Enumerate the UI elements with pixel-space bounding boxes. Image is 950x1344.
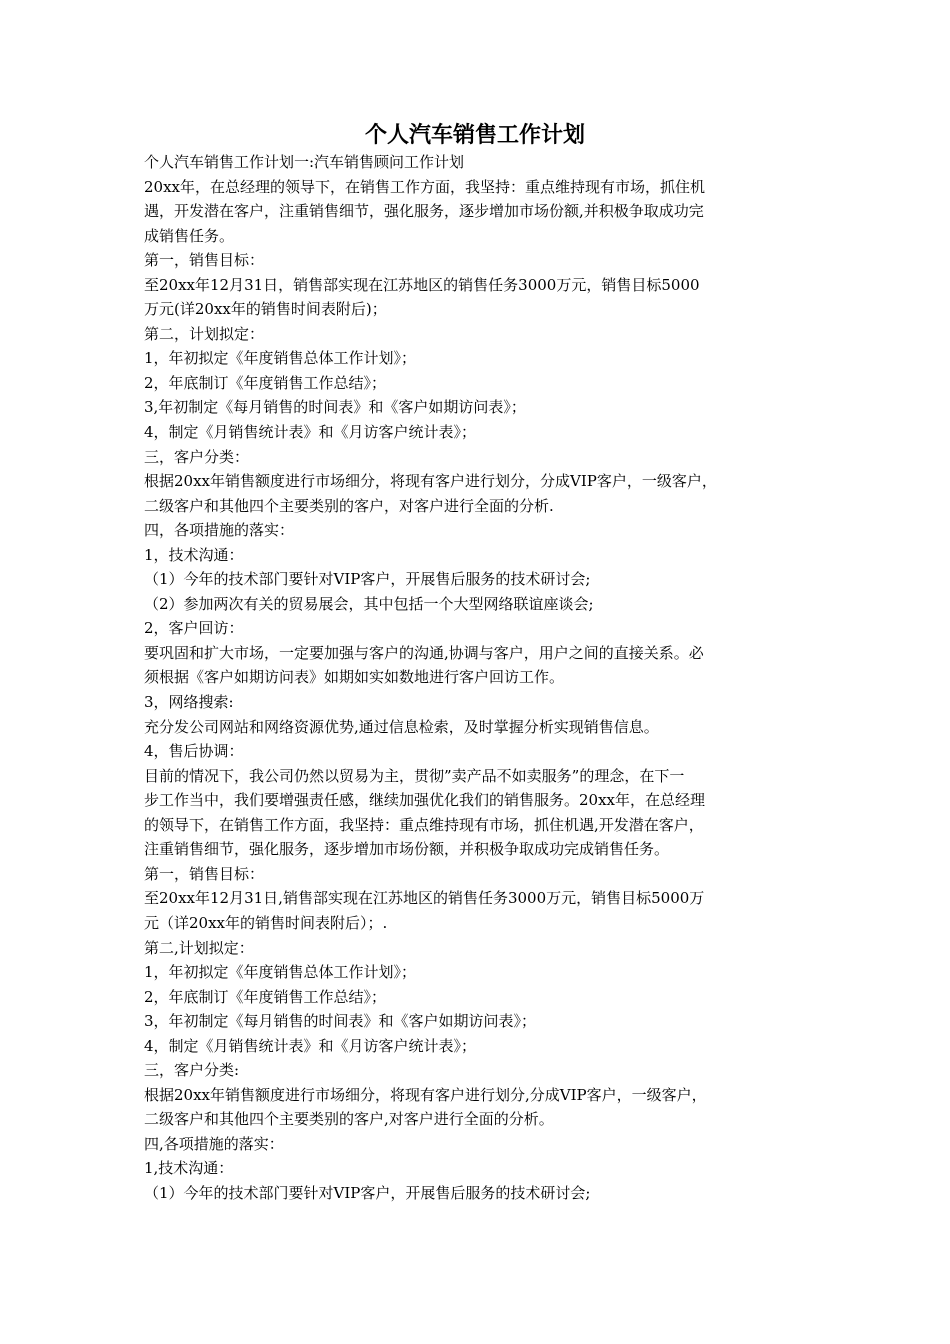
body-line: （1）今年的技术部门要针对VIP客户，开展售后服务的技术研讨会; bbox=[144, 1183, 591, 1202]
body-line: 三，客户分类: bbox=[144, 1061, 240, 1080]
document-title: 个人汽车销售工作计划 bbox=[364, 122, 585, 148]
body-line: 1，技术沟通： bbox=[144, 545, 244, 564]
body-line: 四,各项措施的落实： bbox=[144, 1134, 284, 1153]
body-line: 4，制定《月销售统计表》和《月访客户统计表》； bbox=[144, 423, 477, 442]
body-line: 2，年底制订《年度销售工作总结》； bbox=[144, 373, 387, 392]
body-line: 至20xx年12月31日，销售部实现在江苏地区的销售任务3000万元，销售目标5000 bbox=[144, 275, 700, 294]
body-line: 第一，销售目标： bbox=[144, 864, 265, 883]
body-line: 2，年底制订《年度销售工作总结》； bbox=[144, 987, 387, 1006]
body-line: 四，各项措施的落实： bbox=[144, 521, 295, 540]
body-line: 3，网络搜索: bbox=[144, 693, 234, 712]
body-line: 4，售后协调： bbox=[144, 742, 244, 761]
body-line: 根据20xx年销售额度进行市场细分，将现有客户进行划分,分成VIP客户，一级客户， bbox=[144, 1085, 707, 1104]
body-line: 第二,计划拟定： bbox=[144, 938, 254, 957]
body-line: 的领导下，在销售工作方面，我坚持：重点维持现有市场，抓住机遇,开发潜在客户， bbox=[144, 815, 704, 834]
body-line: 1，年初拟定《年度销售总体工作计划》； bbox=[144, 349, 417, 368]
body-line: 4，制定《月销售统计表》和《月访客户统计表》； bbox=[144, 1036, 477, 1055]
body-line: 遇，开发潜在客户，注重销售细节，强化服务，逐步增加市场份额,并积极争取成功完 bbox=[144, 202, 704, 221]
body-line: 3,年初制定《每月销售的时间表》和《客户如期访问表》； bbox=[144, 398, 526, 417]
body-line: 1，年初拟定《年度销售总体工作计划》； bbox=[144, 963, 417, 982]
body-line: 须根据《客户如期访问表》如期如实如数地进行客户回访工作。 bbox=[144, 668, 565, 687]
document-body bbox=[144, 150, 810, 1206]
body-line: 步工作当中，我们要增强责任感，继续加强优化我们的销售服务。20xx年，在总经理 bbox=[144, 791, 706, 810]
body-line: 二级客户和其他四个主要类别的客户,对客户进行全面的分析。 bbox=[144, 1110, 554, 1129]
body-line: 个人汽车销售工作计划一:汽车销售顾问工作计划 bbox=[144, 153, 465, 171]
body-line: 万元(详20xx年的销售时间表附后)； bbox=[144, 300, 387, 319]
body-line: 根据20xx年销售额度进行市场细分，将现有客户进行划分，分成VIP客户，一级客户， bbox=[144, 472, 717, 491]
body-line: 元（详20xx年的销售时间表附后）；. bbox=[144, 913, 388, 932]
body-line: 2，客户回访： bbox=[144, 619, 244, 638]
body-line: （1）今年的技术部门要针对VIP客户，开展售后服务的技术研讨会; bbox=[144, 570, 591, 589]
body-line: 第一，销售目标： bbox=[144, 251, 265, 270]
body-line: 成销售任务。 bbox=[144, 226, 235, 245]
body-line: 第二，计划拟定： bbox=[144, 324, 265, 343]
body-line: （2）参加两次有关的贸易展会，其中包括一个大型网络联谊座谈会; bbox=[144, 594, 594, 613]
body-line: 20xx年，在总经理的领导下，在销售工作方面，我坚持：重点维持现有市场，抓住机 bbox=[144, 177, 706, 196]
body-line: 二级客户和其他四个主要类别的客户，对客户进行全面的分析. bbox=[144, 496, 554, 515]
body-line: 要巩固和扩大市场，一定要加强与客户的沟通,协调与客户，用户之间的直接关系。必 bbox=[144, 643, 704, 662]
body-line: 1,技术沟通： bbox=[144, 1159, 234, 1178]
body-line: 至20xx年12月31日,销售部实现在江苏地区的销售任务3000万元，销售目标5000万 bbox=[144, 889, 705, 908]
body-line: 充分发公司网站和网络资源优势,通过信息检索，及时掌握分析实现销售信息。 bbox=[144, 717, 659, 736]
body-line: 3，年初制定《每月销售的时间表》和《客户如期访问表》； bbox=[144, 1012, 537, 1031]
body-line: 注重销售细节，强化服务，逐步增加市场份额，并积极争取成功完成销售任务。 bbox=[144, 840, 670, 859]
body-line: 目前的情况下，我公司仍然以贸易为主，贯彻”卖产品不如卖服务”的理念，在下一 bbox=[144, 766, 685, 785]
body-line: 三，客户分类： bbox=[144, 447, 250, 466]
